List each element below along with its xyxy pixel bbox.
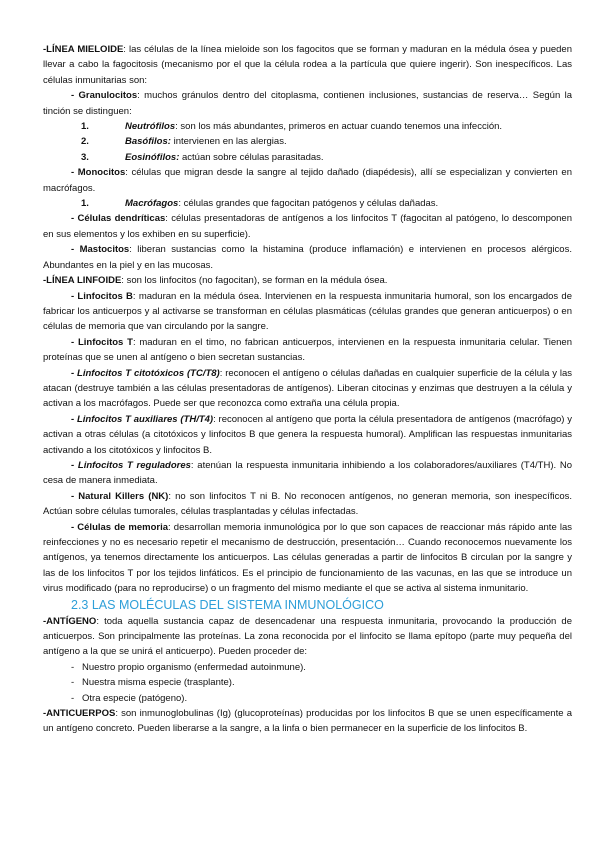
list-item-neutrofilos: 1. Neutrófilos: son los más abundantes, primeros en actuar cuando tenemos una infección.	[81, 121, 503, 133]
paragraph-linfocitos-t: - Linfocitos T: maduran en el timo, no fabrican anticuerpos, intervienen en la respuesta inmunitaria celular. Tienen proteínas que se unen al antígeno o bien secretan sustancias.	[43, 336, 572, 364]
paragraph-mastocitos: - Mastocitos: liberan sustancias como la histamina (produce inflamación) e intervienen en procesos alérgicos. Abundantes en la piel y en las mucosas.	[43, 244, 572, 271]
paragraph-granulocitos: - Granulocitos: muchos gránulos dentro del citoplasma, contienen inclusiones, sustancias de reserva… Según la tinción se distinguen:	[43, 90, 572, 117]
term: - Linfocitos B	[71, 290, 133, 302]
list-item-macrofagos: 1. Macrófagos: células grandes que fagocitan patógenos y células dañadas.	[81, 198, 439, 210]
term: -LÍNEA LINFOIDE	[43, 275, 122, 287]
term: - Células de memoria	[71, 521, 169, 533]
term: - Linfocitos T	[71, 336, 133, 348]
list-item-basofilos: 2. Basófilos: intervienen en las alergias.	[81, 136, 287, 148]
term: - Mastocitos	[71, 244, 130, 256]
paragraph-linfocitos-b: - Linfocitos B: maduran en la médula ósea. Intervienen en la respuesta inmunitaria humoral, son los encargados de fabricar los anticuerpos y al activarse se transforman en células plasmáticas (células grandes que generan anticuerpos) o en células de memoria que van circulando por la sangre.	[43, 290, 572, 333]
paragraph-antigeno: -ANTÍGENO: toda aquella sustancia capaz de desencadenar una respuesta inmunitaria, provocando la producción de anticuerpos. Son principalmente las proteínas. La zona reconocida por el linfocito se llama epítopo (parte muy pequeña del antígeno a la que se unirá el anticuerpo). Pueden proceder de:	[43, 615, 572, 658]
term: -LÍNEA MIELOIDE	[43, 44, 124, 55]
list-item: - Nuestra misma especie (trasplante).	[71, 677, 235, 689]
paragraph-anticuerpos: -ANTICUERPOS: son inmunoglobulinas (Ig) (glucoproteínas) producidas por los linfocitos B que se unen específicamente a un antígeno concreto. Pueden liberarse a la sangre, a la linfa o bien permanecer en la superficie de los linfocitos B.	[43, 708, 572, 735]
paragraph-monocitos: - Monocitos: células que migran desde la sangre al tejido dañado (diapédesis), allí se especializan y convierten en macrófagos.	[43, 167, 572, 194]
term: - Natural Killers (NK)	[71, 490, 169, 502]
paragraph-t-auxiliares: - Linfocitos T auxiliares (TH/T4): reconocen al antígeno que porta la célula presentadora de antígenos (macrófago) y activan a otras células (a citotóxicos y linfocitos B que genera la respuesta humoral). Amplifican las respuestas inmunitarias activando a los citotóxicos y linfocitos B.	[43, 413, 572, 456]
section-heading: 2.3 LAS MOLÉCULAS DEL SISTEMA INMUNOLÓGICO	[71, 597, 384, 612]
term: -ANTÍGENO	[43, 615, 97, 627]
paragraph-celulas-dendriticas: - Células dendríticas: células presentadoras de antígenos a los linfocitos T (fagocitan al patógeno, lo descomponen en sus elementos y los exhiben en su superficie).	[43, 213, 572, 240]
term: - Linfocitos T citotóxicos (TC/T8)	[71, 367, 220, 379]
paragraph-t-citotoxicos: - Linfocitos T citotóxicos (TC/T8): reconocen el antígeno o células dañadas en cualquier superficie de la célula y las atacan (destruye también a las células presentadoras de antígenos). Liberan citocinas y enzimas que destruyen a la célula y activan a los macrófagos. Puede ser que reconozca como extraña una célula propia.	[43, 367, 572, 410]
paragraph-t-reguladores: - Linfocitos T reguladores: atenúan la respuesta inmunitaria inhibiendo a los colaboradores/auxiliares (T4/TH). No cesa de manera inmediata.	[43, 459, 572, 487]
list-item: - Nuestro propio organismo (enfermedad autoinmune).	[71, 661, 306, 673]
list-item: - Otra especie (patógeno).	[71, 692, 188, 704]
list-item-eosinofilos: 3. Eosinófilos: actúan sobre células parasitadas.	[81, 151, 324, 163]
term: - Linfocitos T auxiliares (TH/T4)	[71, 413, 214, 425]
paragraph-celulas-memoria: - Células de memoria: desarrollan memoria inmunológica por lo que son capaces de reaccionar más rápido ante las reinfecciones y no es necesario repetir el mecanismo de destrucción, presentación… Cuando reconocemos nuevamente los antígenos, ya tenemos directamente los anticuerpos. Las células generadas a partir de linfocitos B circulan por la sangre y las de los linfocitos T por los tejidos linfáticos. Es el principio de funcionamiento de las vacunas, en las que se introduce un virus modificado (para no reproducirse) o un fragmento del mismo mediante el que se activa al sistema inmunitario.	[43, 521, 572, 595]
term: - Linfocitos T reguladores	[71, 459, 191, 471]
term: - Células dendríticas	[71, 213, 166, 225]
paragraph-linea-mieloide: -LÍNEA MIELOIDE: las células de la línea mieloide son los fagocitos que se forman y maduran en la médula ósea y pueden llevar a cabo la fagocitosis (mecanismo por el que la célula rodea a la partícula que quiere ingerir). Son inespecíficos. Las células inmunitarias son:	[43, 44, 573, 86]
term: - Monocitos	[71, 167, 126, 179]
paragraph-natural-killers: - Natural Killers (NK): no son linfocitos T ni B. No reconocen antígenos, no generan memoria, son inespecíficos. Actúan sobre células tumorales, células trasplantadas y células infectadas.	[43, 490, 572, 518]
paragraph-linea-linfoide: -LÍNEA LINFOIDE: son los linfocitos (no fagocitan), se forman en la médula ósea.	[43, 275, 388, 287]
term: - Granulocitos	[71, 90, 138, 102]
term: -ANTICUERPOS	[43, 708, 116, 720]
